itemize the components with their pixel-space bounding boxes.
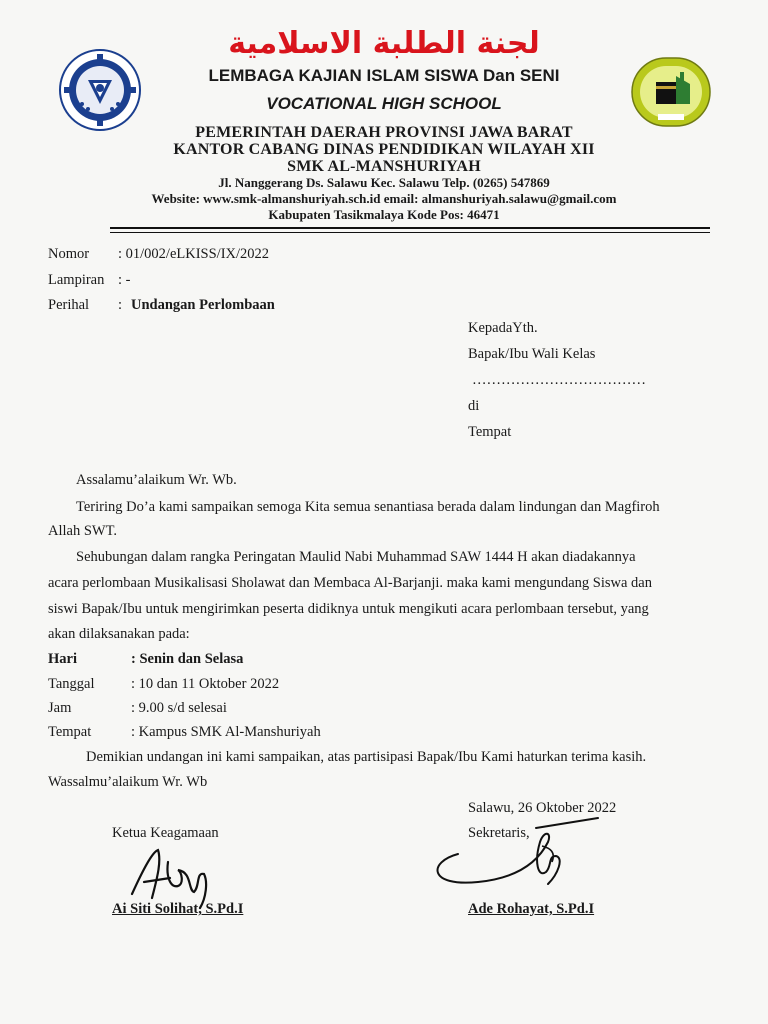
gov-line-2: KANTOR CABANG DINAS PENDIDIKAN WILAYAH XII (173, 141, 595, 158)
para2-line-2: acara perlombaan Musikalisasi Sholawat dan Membaca Al-Barjanji. maka kami mengundang Siswa dan (48, 575, 652, 591)
hari-label: Hari (48, 651, 77, 667)
greeting: Assalamu’alaikum Wr. Wb. (76, 472, 237, 488)
closing-line-1: Demikian undangan ini kami sampaikan, atas partisipasi Bapak/Ibu Kami haturkan terima kasih. (86, 749, 647, 765)
left-signer-title: Ketua Keagamaan (112, 825, 219, 841)
header-rule-thin (110, 232, 710, 233)
tanggal-label: Tanggal (48, 676, 95, 692)
right-signer-name: Ade Rohayat, S.Pd.I (468, 901, 595, 917)
tempat-label: Tempat (48, 724, 92, 740)
para1-line-2: Allah SWT. (48, 523, 117, 539)
letter-date: Salawu, 26 Oktober 2022 (468, 800, 617, 816)
school-address: Jl. Nanggerang Ds. Salawu Kec. Salawu Telp. (0265) 547869 (218, 175, 550, 190)
org-name: LEMBAGA KAJIAN ISLAM SISWA Dan SENI (208, 66, 560, 85)
para2-line-3: siswi Bapak/Ibu untuk mengirimkan peserta didiknya untuk mengikuti acara perlombaan tersebut, yang (48, 601, 649, 617)
gov-line-1: PEMERINTAH DAERAH PROVINSI JAWA BARAT (195, 124, 573, 141)
recipient-line-5: Tempat (468, 424, 512, 440)
para2-line-1: Sehubungan dalam rangka Peringatan Maulid Nabi Muhammad SAW 1444 H akan diadakannya (76, 549, 636, 565)
tempat-value: : Kampus SMK Al-Manshuriyah (131, 724, 321, 740)
hari-value: : Senin dan Selasa (131, 651, 244, 667)
para2-line-4: akan dilaksanakan pada: (48, 626, 190, 642)
recipient-line-1: KepadaYth. (468, 320, 538, 336)
recipient-line-4: di (468, 398, 480, 414)
lampiran-value: : - (118, 272, 131, 288)
arabic-title: لجنة الطلبة الاسلامية (228, 26, 540, 61)
jam-value: : 9.00 s/d selesai (131, 700, 227, 716)
closing-line-2: Wassalmu’alaikum Wr. Wb (48, 774, 208, 790)
lkiss-logo-right (626, 50, 716, 134)
school-website: Website: www.smk-almanshuriyah.sch.id email: almanshuriyah.salawu@gmail.com (151, 191, 617, 206)
school-city: Kabupaten Tasikmalaya Kode Pos: 46471 (268, 207, 500, 222)
left-signer-name: Ai Siti Solihat, S.Pd.I (112, 901, 244, 917)
perihal-colon: : (118, 297, 123, 313)
perihal-label: Perihal (48, 297, 90, 313)
school-name: SMK AL-MANSHURIYAH (287, 158, 481, 175)
header-rule-thick (110, 227, 710, 229)
right-signature-icon (418, 812, 608, 892)
para1-line-1: Teriring Do’a kami sampaikan semoga Kita semua senantiasa berada dalam lindungan dan Magfiroh (76, 499, 660, 515)
org-subtitle: VOCATIONAL HIGH SCHOOL (266, 94, 502, 113)
jam-label: Jam (48, 700, 72, 716)
lampiran-label: Lampiran (48, 272, 105, 288)
nomor-label: Nomor (48, 246, 90, 262)
perihal-value: Undangan Perlombaan (131, 297, 275, 313)
recipient-line-3: ……………………………… (472, 372, 646, 388)
tanggal-value: : 10 dan 11 Oktober 2022 (131, 676, 280, 692)
nomor-value: : 01/002/eLKISS/IX/2022 (118, 246, 270, 262)
recipient-line-2: Bapak/Ibu Wali Kelas (468, 346, 596, 362)
right-signer-title: Sekretaris, (468, 825, 530, 841)
